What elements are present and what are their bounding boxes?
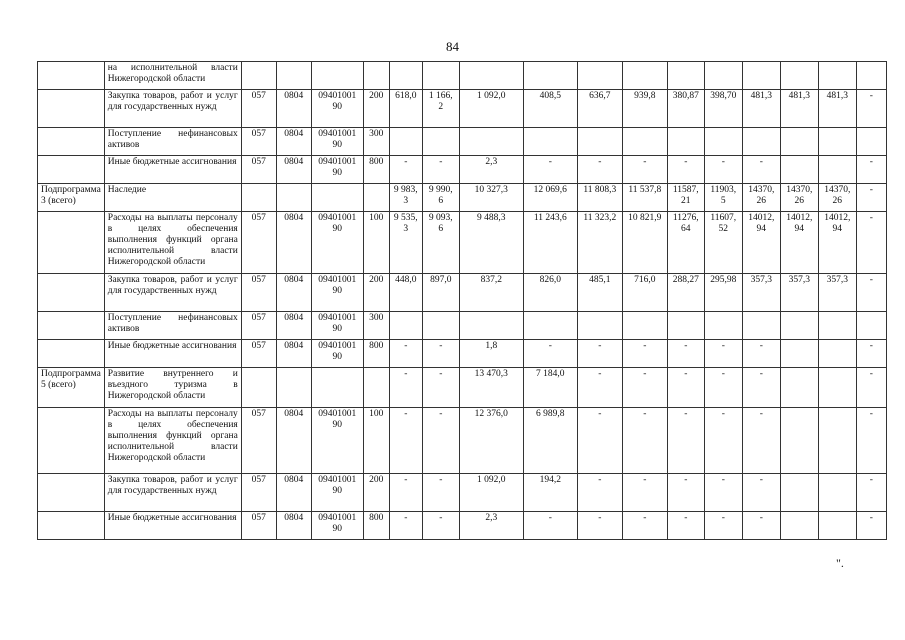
cell-value-col-5: -	[577, 474, 622, 512]
cell-value-col-6: -	[622, 340, 667, 368]
cell-section-code	[276, 184, 311, 212]
cell-value-col-11: 14370, 26	[818, 184, 856, 212]
cell-value-col-7: -	[667, 474, 704, 512]
cell-value-col-4: 11 243,6	[523, 212, 577, 274]
cell-value-col-2: -	[422, 340, 459, 368]
table-row	[38, 90, 887, 128]
cell-value-col-5: 485,1	[577, 274, 622, 312]
cell-value-col-5: 11 808,3	[577, 184, 622, 212]
cell-subprogram	[38, 62, 105, 90]
cell-ministry-code: 057	[241, 340, 276, 368]
cell-expense-type: 800	[363, 512, 389, 540]
cell-value-col-3: 13 470,3	[459, 368, 523, 408]
cell-item-name: Иные бюджетные ассигнования	[104, 512, 241, 540]
table-row	[38, 62, 887, 90]
cell-value-col-6: 11 537,8	[622, 184, 667, 212]
cell-value-col-2: -	[422, 512, 459, 540]
cell-value-col-1: 9 535, 3	[389, 212, 422, 274]
cell-subprogram	[38, 212, 105, 274]
cell-value-col-6	[622, 62, 667, 90]
cell-value-col-4	[523, 312, 577, 340]
cell-expense-type	[363, 184, 389, 212]
cell-item-name: Поступление нефинансовых активов	[104, 128, 241, 156]
cell-value-col-4: 6 989,8	[523, 408, 577, 474]
cell-target-article	[311, 368, 363, 408]
table-row	[38, 274, 887, 312]
cell-value-col-5: -	[577, 512, 622, 540]
cell-value-col-6: -	[622, 156, 667, 184]
cell-value-col-6	[622, 128, 667, 156]
cell-expense-type: 300	[363, 128, 389, 156]
cell-value-col-1: 618,0	[389, 90, 422, 128]
cell-expense-type: 800	[363, 156, 389, 184]
cell-value-col-9	[742, 128, 780, 156]
cell-section-code	[276, 62, 311, 90]
cell-value-col-3: 10 327,3	[459, 184, 523, 212]
cell-value-col-2: 1 166, 2	[422, 90, 459, 128]
cell-target-article	[311, 62, 363, 90]
cell-value-col-1: -	[389, 340, 422, 368]
cell-value-col-8: -	[704, 408, 742, 474]
cell-value-col-8: 11903, 5	[704, 184, 742, 212]
cell-value-col-8: -	[704, 368, 742, 408]
cell-value-col-5: -	[577, 368, 622, 408]
cell-value-col-6: -	[622, 512, 667, 540]
cell-ministry-code: 057	[241, 90, 276, 128]
cell-value-col-3: 12 376,0	[459, 408, 523, 474]
cell-value-col-7: 11587, 21	[667, 184, 704, 212]
cell-value-col-11	[818, 128, 856, 156]
cell-ministry-code: 057	[241, 512, 276, 540]
cell-value-col-2: -	[422, 408, 459, 474]
cell-value-col-1: -	[389, 474, 422, 512]
cell-expense-type: 300	[363, 312, 389, 340]
cell-value-col-10	[780, 474, 818, 512]
table-row	[38, 340, 887, 368]
cell-value-col-1: -	[389, 512, 422, 540]
cell-value-col-3	[459, 128, 523, 156]
cell-value-col-11: 357,3	[818, 274, 856, 312]
cell-value-col-12: -	[856, 512, 886, 540]
cell-ministry-code: 057	[241, 474, 276, 512]
cell-value-col-8: -	[704, 474, 742, 512]
cell-value-col-6: 716,0	[622, 274, 667, 312]
cell-value-col-2: 897,0	[422, 274, 459, 312]
cell-value-col-11: 481,3	[818, 90, 856, 128]
cell-value-col-10	[780, 512, 818, 540]
cell-value-col-2: -	[422, 474, 459, 512]
cell-value-col-10	[780, 368, 818, 408]
cell-value-col-7	[667, 62, 704, 90]
cell-ministry-code: 057	[241, 312, 276, 340]
cell-value-col-9: 481,3	[742, 90, 780, 128]
cell-value-col-11	[818, 340, 856, 368]
cell-item-name: Наследие	[104, 184, 241, 212]
cell-section-code: 0804	[276, 274, 311, 312]
cell-value-col-4: 408,5	[523, 90, 577, 128]
cell-item-name: Иные бюджетные ассигнования	[104, 156, 241, 184]
cell-item-name: Закупка товаров, работ и услуг для государственных нужд	[104, 274, 241, 312]
budget-table	[37, 61, 887, 540]
cell-value-col-4: 194,2	[523, 474, 577, 512]
cell-value-col-1	[389, 62, 422, 90]
cell-value-col-10	[780, 340, 818, 368]
cell-value-col-6: -	[622, 474, 667, 512]
cell-expense-type: 200	[363, 474, 389, 512]
cell-section-code: 0804	[276, 212, 311, 274]
cell-value-col-10	[780, 128, 818, 156]
cell-subprogram: Подпрограмма 5 (всего)	[38, 368, 105, 408]
cell-value-col-8: -	[704, 340, 742, 368]
cell-section-code	[276, 368, 311, 408]
cell-target-article: 09401001 90	[311, 156, 363, 184]
cell-subprogram	[38, 128, 105, 156]
cell-value-col-2: -	[422, 368, 459, 408]
cell-value-col-4: -	[523, 156, 577, 184]
cell-item-name: Закупка товаров, работ и услуг для государственных нужд	[104, 474, 241, 512]
cell-value-col-8: -	[704, 512, 742, 540]
cell-value-col-1: -	[389, 368, 422, 408]
cell-value-col-6: 939,8	[622, 90, 667, 128]
cell-item-name: Расходы на выплаты персоналу в целях обеспечения выполнения функций органа исполнительной власти Нижегородской области	[104, 408, 241, 474]
cell-subprogram	[38, 512, 105, 540]
cell-value-col-5: -	[577, 340, 622, 368]
cell-section-code: 0804	[276, 474, 311, 512]
cell-value-col-7: 11276, 64	[667, 212, 704, 274]
cell-ministry-code: 057	[241, 212, 276, 274]
cell-value-col-3	[459, 312, 523, 340]
cell-value-col-9: -	[742, 156, 780, 184]
cell-value-col-9: -	[742, 368, 780, 408]
cell-value-col-3: 2,3	[459, 512, 523, 540]
table-row	[38, 512, 887, 540]
cell-value-col-8: -	[704, 156, 742, 184]
cell-value-col-7: -	[667, 156, 704, 184]
cell-value-col-1: -	[389, 408, 422, 474]
cell-value-col-7: -	[667, 408, 704, 474]
cell-ministry-code	[241, 184, 276, 212]
cell-subprogram	[38, 90, 105, 128]
cell-value-col-7: -	[667, 368, 704, 408]
cell-value-col-8	[704, 62, 742, 90]
cell-expense-type: 800	[363, 340, 389, 368]
cell-value-col-5	[577, 62, 622, 90]
cell-target-article: 09401001 90	[311, 312, 363, 340]
cell-section-code: 0804	[276, 408, 311, 474]
cell-value-col-9: -	[742, 474, 780, 512]
cell-value-col-3: 1,8	[459, 340, 523, 368]
cell-target-article	[311, 184, 363, 212]
cell-value-col-8	[704, 128, 742, 156]
cell-value-col-8: 295,98	[704, 274, 742, 312]
cell-value-col-9: 14370, 26	[742, 184, 780, 212]
cell-value-col-2: 9 093, 6	[422, 212, 459, 274]
cell-target-article: 09401001 90	[311, 340, 363, 368]
cell-value-col-9: 14012, 94	[742, 212, 780, 274]
cell-value-col-10: 14370, 26	[780, 184, 818, 212]
cell-subprogram	[38, 274, 105, 312]
cell-ministry-code: 057	[241, 128, 276, 156]
cell-value-col-11: 14012, 94	[818, 212, 856, 274]
cell-target-article: 09401001 90	[311, 408, 363, 474]
cell-value-col-9	[742, 312, 780, 340]
cell-section-code: 0804	[276, 312, 311, 340]
cell-value-col-9: -	[742, 512, 780, 540]
cell-subprogram	[38, 156, 105, 184]
table-row	[38, 128, 887, 156]
cell-ministry-code	[241, 62, 276, 90]
cell-value-col-12: -	[856, 408, 886, 474]
cell-expense-type: 200	[363, 274, 389, 312]
cell-value-col-6: -	[622, 408, 667, 474]
cell-value-col-2	[422, 62, 459, 90]
cell-value-col-4: -	[523, 512, 577, 540]
cell-value-col-11	[818, 512, 856, 540]
cell-value-col-3: 1 092,0	[459, 90, 523, 128]
cell-value-col-5	[577, 312, 622, 340]
page-number: 84	[446, 39, 459, 54]
cell-section-code: 0804	[276, 512, 311, 540]
cell-value-col-1: 9 983, 3	[389, 184, 422, 212]
cell-value-col-12: -	[856, 474, 886, 512]
cell-value-col-4: -	[523, 340, 577, 368]
cell-value-col-12	[856, 128, 886, 156]
cell-value-col-7	[667, 312, 704, 340]
cell-target-article: 09401001 90	[311, 212, 363, 274]
cell-value-col-4: 826,0	[523, 274, 577, 312]
cell-item-name: Закупка товаров, работ и услуг для государственных нужд	[104, 90, 241, 128]
cell-value-col-5	[577, 128, 622, 156]
cell-value-col-3: 2,3	[459, 156, 523, 184]
cell-value-col-12: -	[856, 274, 886, 312]
cell-section-code: 0804	[276, 128, 311, 156]
cell-value-col-10: 14012, 94	[780, 212, 818, 274]
cell-value-col-10: 357,3	[780, 274, 818, 312]
cell-value-col-9	[742, 62, 780, 90]
cell-value-col-8: 398,70	[704, 90, 742, 128]
cell-item-name: на исполнительной власти Нижегородской области	[104, 62, 241, 90]
cell-value-col-6: -	[622, 368, 667, 408]
cell-value-col-12: -	[856, 184, 886, 212]
cell-target-article: 09401001 90	[311, 274, 363, 312]
table-row	[38, 368, 887, 408]
cell-value-col-2: -	[422, 156, 459, 184]
cell-expense-type: 100	[363, 408, 389, 474]
cell-section-code: 0804	[276, 340, 311, 368]
table-row	[38, 312, 887, 340]
cell-value-col-11	[818, 474, 856, 512]
cell-value-col-1: 448,0	[389, 274, 422, 312]
cell-value-col-7: 288,27	[667, 274, 704, 312]
cell-target-article: 09401001 90	[311, 128, 363, 156]
cell-value-col-11	[818, 312, 856, 340]
cell-value-col-5: -	[577, 156, 622, 184]
cell-value-col-8	[704, 312, 742, 340]
cell-value-col-5: -	[577, 408, 622, 474]
closing-quote-mark: ".	[836, 556, 844, 570]
cell-expense-type	[363, 368, 389, 408]
cell-target-article: 09401001 90	[311, 512, 363, 540]
cell-value-col-5: 11 323,2	[577, 212, 622, 274]
cell-value-col-12: -	[856, 90, 886, 128]
cell-value-col-3: 9 488,3	[459, 212, 523, 274]
table-row	[38, 184, 887, 212]
cell-value-col-10	[780, 62, 818, 90]
cell-value-col-9: -	[742, 340, 780, 368]
cell-subprogram	[38, 474, 105, 512]
cell-value-col-6: 10 821,9	[622, 212, 667, 274]
cell-ministry-code: 057	[241, 408, 276, 474]
cell-item-name: Поступление нефинансовых активов	[104, 312, 241, 340]
cell-value-col-11	[818, 408, 856, 474]
cell-item-name: Иные бюджетные ассигнования	[104, 340, 241, 368]
cell-value-col-3: 1 092,0	[459, 474, 523, 512]
table-row	[38, 156, 887, 184]
cell-item-name: Развитие внутреннего и въездного туризма в Нижегородской области	[104, 368, 241, 408]
cell-value-col-11	[818, 62, 856, 90]
cell-section-code: 0804	[276, 90, 311, 128]
cell-value-col-4	[523, 128, 577, 156]
cell-value-col-5: 636,7	[577, 90, 622, 128]
cell-value-col-10	[780, 312, 818, 340]
cell-value-col-12	[856, 312, 886, 340]
table-row	[38, 408, 887, 474]
cell-value-col-3	[459, 62, 523, 90]
cell-item-name: Расходы на выплаты персоналу в целях обеспечения выполнения функций органа исполнительной власти Нижегородской области	[104, 212, 241, 274]
cell-ministry-code: 057	[241, 274, 276, 312]
cell-value-col-11	[818, 156, 856, 184]
cell-value-col-1: -	[389, 156, 422, 184]
cell-target-article: 09401001 90	[311, 90, 363, 128]
cell-value-col-1	[389, 312, 422, 340]
cell-value-col-3: 837,2	[459, 274, 523, 312]
cell-ministry-code: 057	[241, 156, 276, 184]
cell-value-col-4: 7 184,0	[523, 368, 577, 408]
cell-subprogram	[38, 312, 105, 340]
cell-subprogram: Подпрограмма 3 (всего)	[38, 184, 105, 212]
cell-target-article: 09401001 90	[311, 474, 363, 512]
cell-value-col-7: -	[667, 340, 704, 368]
cell-value-col-12: -	[856, 340, 886, 368]
table-row	[38, 212, 887, 274]
cell-value-col-4: 12 069,6	[523, 184, 577, 212]
cell-value-col-8: 11607, 52	[704, 212, 742, 274]
table-row	[38, 474, 887, 512]
cell-value-col-2	[422, 312, 459, 340]
cell-value-col-4	[523, 62, 577, 90]
cell-value-col-10: 481,3	[780, 90, 818, 128]
cell-value-col-10	[780, 408, 818, 474]
cell-value-col-10	[780, 156, 818, 184]
cell-subprogram	[38, 408, 105, 474]
cell-expense-type: 100	[363, 212, 389, 274]
cell-value-col-1	[389, 128, 422, 156]
cell-value-col-11	[818, 368, 856, 408]
cell-value-col-2	[422, 128, 459, 156]
cell-ministry-code	[241, 368, 276, 408]
cell-value-col-7: 380,87	[667, 90, 704, 128]
cell-value-col-7: -	[667, 512, 704, 540]
cell-value-col-7	[667, 128, 704, 156]
cell-section-code: 0804	[276, 156, 311, 184]
cell-value-col-12: -	[856, 368, 886, 408]
cell-value-col-12: -	[856, 212, 886, 274]
cell-subprogram	[38, 340, 105, 368]
cell-value-col-6	[622, 312, 667, 340]
cell-value-col-2: 9 990, 6	[422, 184, 459, 212]
cell-value-col-9: 357,3	[742, 274, 780, 312]
cell-expense-type	[363, 62, 389, 90]
cell-value-col-12: -	[856, 156, 886, 184]
cell-value-col-9: -	[742, 408, 780, 474]
cell-expense-type: 200	[363, 90, 389, 128]
cell-value-col-12	[856, 62, 886, 90]
